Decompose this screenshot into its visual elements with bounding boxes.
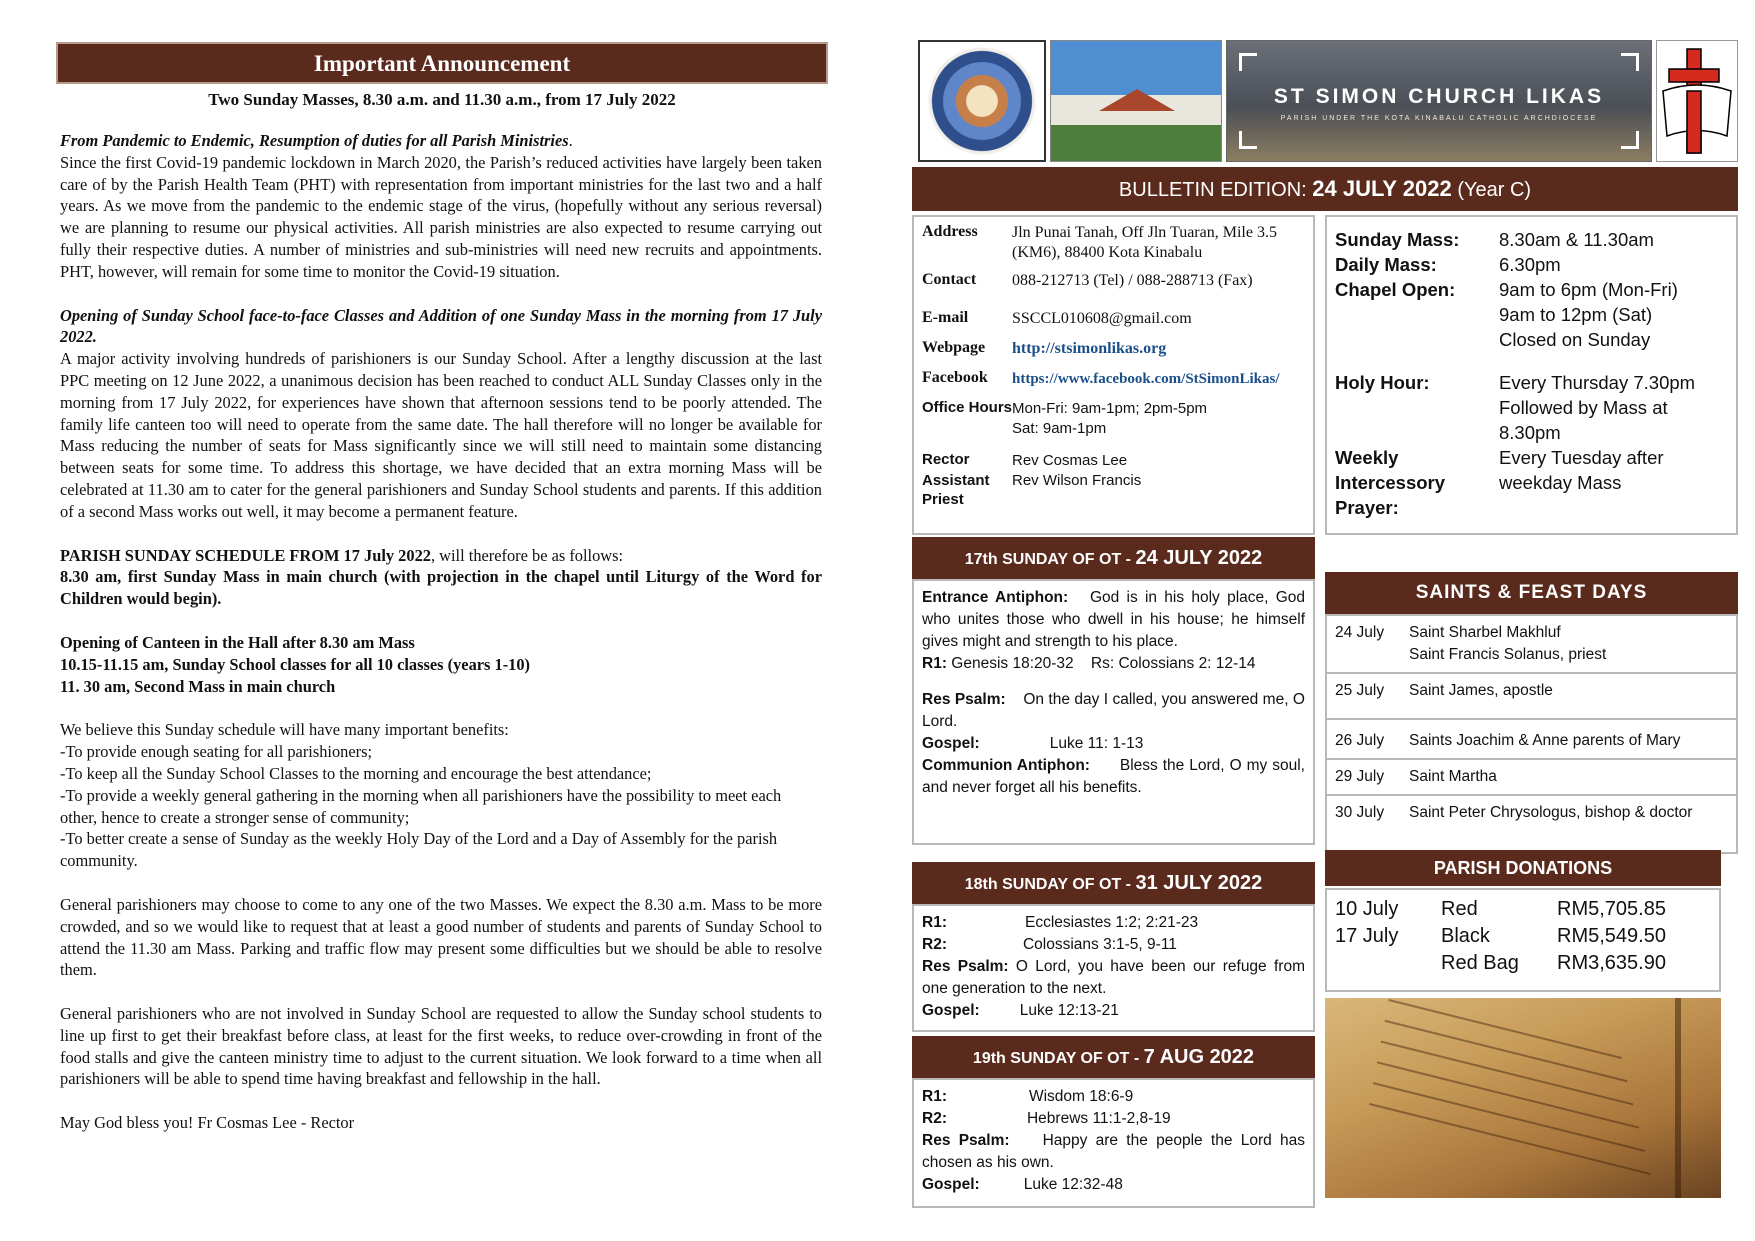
saint-row: 26 July Saints Joachim & Anne parents of Mary [1327, 720, 1736, 760]
donations-header: PARISH DONATIONS [1325, 850, 1721, 886]
banner [912, 40, 1738, 164]
saints-header: SAINTS & FEAST DAYS [1325, 572, 1738, 614]
saint-row: 25 July Saint James, apostle [1327, 674, 1736, 720]
church-subtitle: PARISH UNDER THE KOTA KINABALU CATHOLIC ARCHDIOCESE [1280, 115, 1598, 122]
closing-signature: May God bless you! Fr Cosmas Lee - Rector [60, 1113, 355, 1133]
paragraph-breakfast: General parishioners who are not involved in Sunday School are requested to allow the Sunday school students to line up first to get their breakfast before class, at least for the first weeks, to reduce over-crowding in front of the food stalls and give the canteen ministry time to adjust to the current situation. We look forward to a time when all parishioners will be able to spend time having breakfast and fellowship in the hall. [60, 1004, 822, 1089]
contact-value: 088-212713 (Tel) / 088-288713 (Fax) [1012, 272, 1253, 289]
bulletin-page [912, 40, 1738, 1193]
ot17-readings: Entrance Antiphon: God is in his holy place, God who unites those who dwell in his house; he himself gives might and strength to his place. R1: Genesis 18:20-32 Rs: Colossians 2: 12-14 Res Psalm: On the day I called, you answered me, O Lord. Gospel: Luke 11: 1-13 Communion Antiphon: Bless the Lord, O my soul, and never forget all his benefits. [912, 579, 1315, 845]
stained-glass-image [918, 40, 1046, 162]
ot18-header: 18th SUNDAY OF OT - 31 JULY 2022 [912, 862, 1315, 904]
paragraph-sunday-school [60, 305, 822, 523]
schedule-heading: PARISH SUNDAY SCHEDULE FROM 17 July 2022 [60, 545, 431, 565]
schedule-line: Opening of Canteen in the Hall after 8.30 am Mass [60, 632, 415, 652]
saint-row: 24 July Saint Sharbel Makhluf Saint Francis Solanus, priest [1327, 616, 1736, 674]
open-bible-image [1325, 998, 1721, 1198]
webpage-link[interactable]: http://stsimonlikas.org [1012, 340, 1167, 357]
saints-table [1325, 614, 1738, 854]
paragraph-pandemic: From Pandemic to Endemic, Resumption of duties for all Parish Ministries. Since the first Covid-19 pandemic lockdown in March 2020, the Parish’s reduced activities have largely been taken care of by the Parish Health Team (PHT) with representation from important ministries for the last two and a half years. As we move from the pandemic to the endemic stage of the virus, (hopefully without any serious reversal) we are planning to resume our physical activities. All parish ministries are also expected to resume carrying out fully their respective duties. A number of ministries and sub-ministries will need new recruits and appointments. PHT, however, will remain for some time to monitor the Covid-19 situation. [60, 131, 822, 281]
donations-table [1325, 888, 1721, 992]
cross-icon [1657, 41, 1737, 161]
office-hours: Mon-Fri: 9am-1pm; 2pm-5pm Sat: 9am-1pm [1012, 400, 1208, 437]
benefit-item: -To provide enough seating for all parishioners; [60, 742, 373, 762]
benefit-item: -To better create a sense of Sunday as the weekly Holy Day of the Lord and a Day of Assembly for the parish community. [60, 829, 778, 871]
address-value: Jln Punai Tanah, Off Jln Tuaran, Mile 3.5 (KM6), 88400 Kota Kinabalu [1012, 224, 1277, 261]
announcement-subtitle: Two Sunday Masses, 8.30 a.m. and 11.30 a.m., from 17 July 2022 [208, 90, 676, 109]
body-sunday-school: A major activity involving hundreds of parishioners is our Sunday School. After a lengthy discussion at the last PPC meeting on 12 June 2022, a unanimous decision has been reached to conduct ALL Sunday Classes only in the morning from 17 July 2022, for experiences have shown that afternoon sessions tend to be poorly attended. The family life canteen too will need to operate from the same date. The hall therefore will no longer be available for Mass reducing the number of seats for Mass significantly since we will still need to maintain some distancing between seats for some time. To address this shortage, we have decided that an extra morning Mass will be celebrated at 11.30 am to cater for the general parishioners and Sunday School students and parents. If this addition of a second Mass works out well, it may become a permanent feature. [60, 349, 822, 521]
sunday-mass-time: 8.30am & 11.30am [1499, 229, 1654, 250]
facebook-link[interactable]: https://www.facebook.com/StSimonLikas/ [1012, 371, 1280, 387]
daily-mass-time: 6.30pm [1499, 254, 1561, 275]
announcement-title: Important Announcement [56, 42, 828, 84]
ot18-readings: R1: Ecclesiastes 1:2; 2:21-23 R2: Colossians 3:1-5, 9-11 Res Psalm: O Lord, you have been our refuge from one generation to the next. Gospel: Luke 12:13-21 [912, 904, 1315, 1032]
heading-sunday-school: Opening of Sunday School face-to-face Classes and Addition of one Sunday Mass in the morning from 17 July 2022. [60, 305, 822, 347]
donation-row: 17 July Black RM5,549.50 [1335, 925, 1666, 947]
bulletin-edition: BULLETIN EDITION: 24 JULY 2022 (Year C) [912, 167, 1738, 211]
church-title-image [1226, 40, 1652, 162]
saint-row: 30 July Saint Peter Chrysologus, bishop & doctor [1335, 804, 1693, 821]
rector-name: Rev Cosmas Lee [1012, 452, 1128, 469]
donation-row: 10 July Red RM5,705.85 [1335, 898, 1666, 920]
donation-row: Red Bag RM3,635.90 [1441, 952, 1666, 974]
email-value[interactable]: SSCCL010608@gmail.com [1012, 310, 1192, 327]
assistant-priest-name: Rev Wilson Francis [1012, 472, 1142, 489]
cross-logo [1656, 40, 1738, 162]
paragraph-benefits: We believe this Sunday schedule will have many important benefits: -To provide enough seating for all parishioners; -To keep all the Sunday School Classes to the morning and encourage the best attendance; -To provide a weekly general gathering in the morning when all parishioners have the possibility to meet each other, hence to create a stronger sense of community; -To better create a sense of Sunday as the weekly Holy Day of the Lord and a Day of Assembly for the parish community. [60, 720, 782, 871]
ot19-header: 19th SUNDAY OF OT - 7 AUG 2022 [912, 1036, 1315, 1078]
benefit-item: -To keep all the Sunday School Classes to the morning and encourage the best attendance; [60, 763, 652, 783]
schedule-line: 11. 30 am, Second Mass in main church [60, 676, 336, 696]
mass-times-box: Sunday Mass: 8.30am & 11.30am Daily Mass: 6.30pm Chapel Open: 9am to 6pm (Mon-Fri) 9am to 12pm (Sat) Closed on Sunday Holy Hour: Every Thursday 7.30pm Followed by Mass at 8.30pm Weekly Intercessory Prayer: Every Tuesday after weekday Mass [1325, 215, 1738, 535]
ot17-header: 17th SUNDAY OF OT - 24 JULY 2022 [912, 537, 1315, 579]
ot19-readings: R1: Wisdom 18:6-9 R2: Hebrews 11:1-2,8-19 Res Psalm: Happy are the people the Lord has chosen as his own. Gospel: Luke 12:32-48 [912, 1078, 1315, 1208]
body-pandemic: Since the first Covid-19 pandemic lockdown in March 2020, the Parish’s reduced activities have largely been taken care of by the Parish Health Team (PHT) with representation from important ministries for the last two and a half years. As we move from the pandemic to the endemic stage of the virus, (hopefully without any serious reversal) we are planning to resume our physical activities. All parish ministries are also expected to resume carrying out fully their respective duties. A number of ministries and sub-ministries will need new recruits and appointments. PHT, however, will remain for some time to monitor the Covid-19 situation. [60, 152, 822, 281]
paragraph-masses: General parishioners may choose to come to any one of the two Masses. We expect the 8.30 a.m. Mass to be more crowded, and so we would like to request that at least a good number of students and parents of Sunday School to attend the 11.30 am Mass. Parking and traffic flow may present some difficulties but we should be able to resolve them. [60, 894, 822, 980]
heading-pandemic: From Pandemic to Endemic, Resumption of duties for all Parish Ministries [60, 131, 569, 150]
saint-row: 29 July Saint Martha [1327, 760, 1736, 796]
church-photo [1050, 40, 1222, 162]
weekly-prayer: Every Tuesday after weekday Mass [1499, 447, 1664, 493]
paragraph-schedule: PARISH SUNDAY SCHEDULE FROM 17 July 2022, will therefore be as follows: 8.30 am, first Sunday Mass in main church (with projection in the chapel until Liturgy of the Word for Children would begin). [60, 545, 822, 609]
schedule-line: 10.15-11.15 am, Sunday School classes for all 10 classes (years 1-10) [60, 654, 531, 674]
chapel-hours: 9am to 6pm (Mon-Fri) 9am to 12pm (Sat) Closed on Sunday [1499, 279, 1678, 350]
holy-hour: Every Thursday 7.30pm Followed by Mass at 8.30pm [1499, 372, 1696, 443]
schedule-line: 8.30 am, first Sunday Mass in main church (with projection in the chapel until Liturgy of the Word for Children would begin). [60, 567, 822, 609]
church-name: ST SIMON CHURCH LIKAS [1273, 85, 1605, 108]
announcement-page [56, 42, 828, 1134]
edition-date: 24 JULY 2022 [1312, 176, 1452, 201]
benefit-item: -To provide a weekly general gathering in the morning when all parishioners have the possibility to meet each other, hence to create a stronger sense of community; [60, 785, 782, 827]
paragraph-schedule-2 [60, 632, 822, 697]
parish-info-box: Address Jln Punai Tanah, Off Jln Tuaran, Mile 3.5 (KM6), 88400 Kota Kinabalu Contact 088-212713 (Tel) / 088-288713 (Fax) E-mail SSCCL010608@gmail.com Webpage http://stsimonlikas.org Facebook https://www.facebook.com/StSimonLikas/ Office Hours Mon-Fri: 9am-1pm; 2pm-5pm Sat: 9am-1pm Rector Rev Cosmas Lee Assistant Priest Rev Wilson Francis [912, 215, 1315, 535]
